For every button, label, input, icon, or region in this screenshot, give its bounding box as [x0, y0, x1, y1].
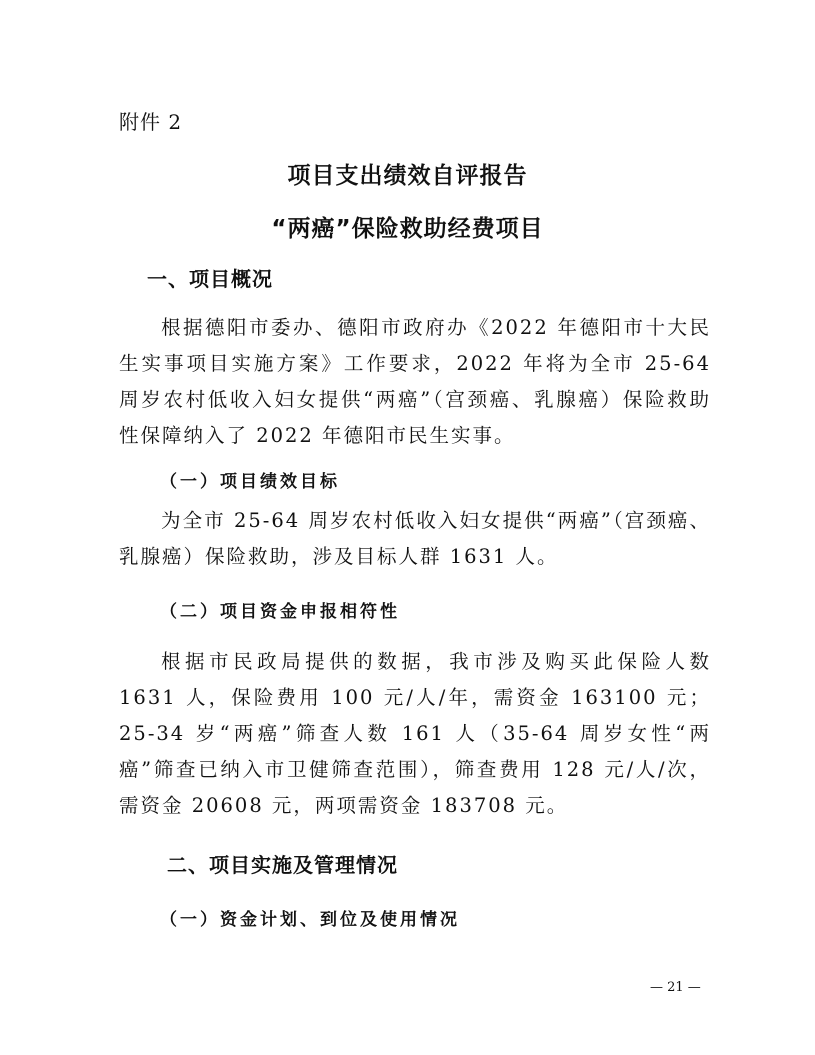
subsection-heading-performance-goal: （一）项目绩效目标 — [160, 472, 340, 492]
attachment-label: 附件 2 — [119, 110, 183, 134]
subsection-heading-fund-plan: （一）资金计划、到位及使用情况 — [160, 910, 460, 930]
section-heading-overview: 一、项目概况 — [147, 267, 273, 291]
report-title: 项目支出绩效自评报告 — [287, 163, 528, 189]
subsection-heading-funding-application: （二）项目资金申报相符性 — [160, 602, 400, 622]
funding-application-paragraph: 根据市民政局提供的数据，我市涉及购买此保险人数 1631 人，保险费用 100 元/人/年，需资金 163100 元；25-34 岁“两癌”筛查人数 161 人（35-64 周岁女性“两癌”筛查已纳入市卫健筛查范围），筛查费用 128 元/人/次，需资金 20608 元，两项需资金 183708 元。 — [119, 650, 711, 817]
performance-goal-paragraph: 为全市 25-64 周岁农村低收入妇女提供“两癌”（宫颈癌、乳腺癌）保险救助，涉及目标人群 1631 人。 — [119, 509, 711, 568]
page-number: — 21 — — [650, 980, 701, 995]
report-subtitle: “两癌”保险救助经费项目 — [271, 216, 544, 242]
section-heading-implementation: 二、项目实施及管理情况 — [167, 853, 398, 877]
overview-paragraph: 根据德阳市委办、德阳市政府办《2022 年德阳市十大民生实事项目实施方案》工作要求，2022 年将为全市 25-64 周岁农村低收入妇女提供“两癌”（宫颈癌、乳腺癌）保险救助性保障纳入了 2022 年德阳市民生实事。 — [119, 316, 711, 447]
